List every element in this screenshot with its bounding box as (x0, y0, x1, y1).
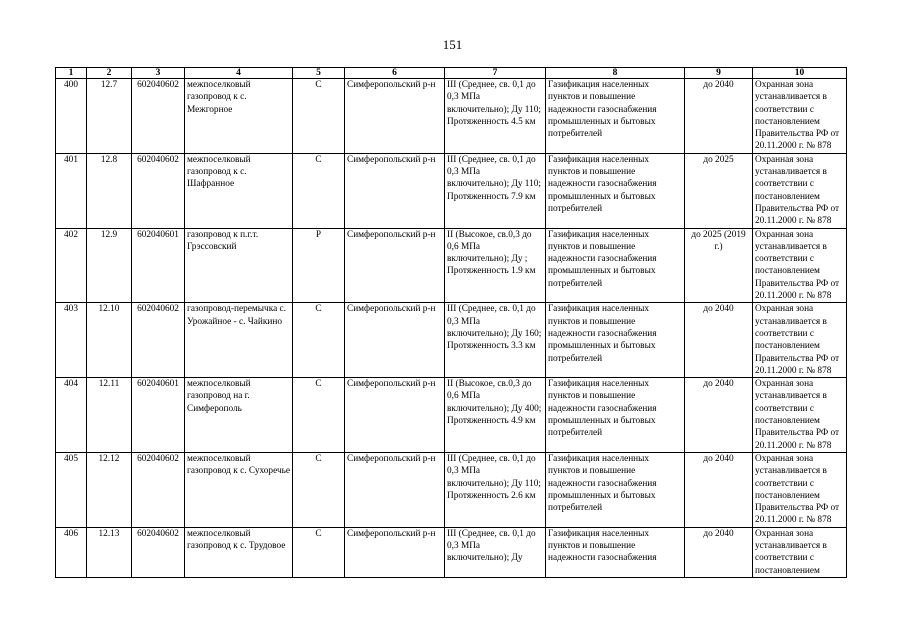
cell-num: 406 (56, 527, 87, 577)
col-header: 2 (87, 68, 132, 79)
cell-purpose: Газификация населенных пунктов и повышение надежности газоснабжения промышленных и бытовых потребителей (546, 79, 685, 154)
cell-purpose: Газификация населенных пунктов и повышение надежности газоснабжения промышленных и бытовых потребителей (546, 303, 685, 378)
cell-year: до 2040 (685, 452, 753, 527)
header-row (56, 68, 847, 79)
cell-params: III (Среднее, св. 0,1 до 0,3 МПа включительно); Ду (445, 527, 546, 577)
cell-zone: Охранная зона устанавливается в соответствии с постановлением Правительства РФ от 20.11.2000 г. № 878 (753, 452, 847, 527)
cell-params: III (Среднее, св. 0,1 до 0,3 МПа включительно); Ду 160; Протяженность 3.3 км (445, 303, 546, 378)
cell-category: С (293, 378, 345, 453)
cell-district: Симферопольский р-н (345, 378, 445, 453)
table-row (56, 527, 847, 577)
cell-zone: Охранная зона устанавливается в соответствии с постановлением Правительства РФ от 20.11.2000 г. № 878 (753, 228, 847, 303)
cell-name: межпоселковый газопровод к с. Сухоречье (185, 452, 293, 527)
cell-category: С (293, 452, 345, 527)
col-header: 1 (56, 68, 87, 79)
cell-year: до 2040 (685, 79, 753, 154)
cell-year: до 2025 (2019 г.) (685, 228, 753, 303)
cell-id: 602040602 (132, 303, 185, 378)
col-header: 8 (546, 68, 685, 79)
cell-year: до 2040 (685, 527, 753, 577)
cell-name: межпоселковый газопровод к с. Трудовое (185, 527, 293, 577)
col-header: 9 (685, 68, 753, 79)
cell-id: 602040601 (132, 378, 185, 453)
cell-purpose: Газификация населенных пунктов и повышение надежности газоснабжения промышленных и бытовых потребителей (546, 452, 685, 527)
cell-year: до 2025 (685, 153, 753, 228)
cell-district: Симферопольский р-н (345, 79, 445, 154)
table-row (56, 303, 847, 378)
cell-name: межпоселковый газопровод к с. Шафранное (185, 153, 293, 228)
cell-code: 12.8 (87, 153, 132, 228)
col-header: 5 (293, 68, 345, 79)
cell-params: III (Среднее, св. 0,1 до 0,3 МПа включительно); Ду 110; Протяженность 2.6 км (445, 452, 546, 527)
col-header: 7 (445, 68, 546, 79)
cell-category: С (293, 303, 345, 378)
cell-num: 402 (56, 228, 87, 303)
cell-district: Симферопольский р-н (345, 303, 445, 378)
cell-category: С (293, 79, 345, 154)
cell-purpose: Газификация населенных пунктов и повышение надежности газоснабжения промышленных и бытовых потребителей (546, 153, 685, 228)
table-row (56, 79, 847, 154)
cell-purpose: Газификация населенных пунктов и повышение надежности газоснабжения промышленных и бытовых потребителей (546, 378, 685, 453)
cell-id: 602040602 (132, 452, 185, 527)
cell-num: 401 (56, 153, 87, 228)
cell-year: до 2040 (685, 378, 753, 453)
table-row (56, 153, 847, 228)
cell-code: 12.12 (87, 452, 132, 527)
cell-num: 400 (56, 79, 87, 154)
cell-name: межпоселковый газопровод на г. Симферополь (185, 378, 293, 453)
cell-category: С (293, 153, 345, 228)
cell-code: 12.13 (87, 527, 132, 577)
cell-district: Симферопольский р-н (345, 452, 445, 527)
table-row (56, 452, 847, 527)
cell-purpose: Газификация населенных пунктов и повышение надежности газоснабжения промышленных и бытовых потребителей (546, 228, 685, 303)
cell-id: 602040602 (132, 79, 185, 154)
cell-zone: Охранная зона устанавливается в соответствии с постановлением (753, 527, 847, 577)
table-row (56, 228, 847, 303)
cell-year: до 2040 (685, 303, 753, 378)
cell-id: 602040602 (132, 153, 185, 228)
cell-zone: Охранная зона устанавливается в соответствии с постановлением Правительства РФ от 20.11.2000 г. № 878 (753, 303, 847, 378)
cell-purpose: Газификация населенных пунктов и повышение надежности газоснабжения (546, 527, 685, 577)
cell-district: Симферопольский р-н (345, 228, 445, 303)
cell-name: газопровод-перемычка с. Урожайное - с. Чайкино (185, 303, 293, 378)
col-header: 10 (753, 68, 847, 79)
cell-code: 12.10 (87, 303, 132, 378)
cell-num: 404 (56, 378, 87, 453)
cell-code: 12.9 (87, 228, 132, 303)
cell-id: 602040601 (132, 228, 185, 303)
cell-params: II (Высокое, св.0,3 до 0,6 МПа включительно); Ду 400; Протяженность 4.9 км (445, 378, 546, 453)
cell-params: III (Среднее, св. 0,1 до 0,3 МПа включительно); Ду 110; Протяженность 4.5 км (445, 79, 546, 154)
objects-table (55, 67, 847, 578)
cell-num: 405 (56, 452, 87, 527)
cell-params: II (Высокое, св.0,3 до 0,6 МПа включительно); Ду ; Протяженность 1.9 км (445, 228, 546, 303)
cell-name: газопровод к п.г.т. Грэссовский (185, 228, 293, 303)
col-header: 3 (132, 68, 185, 79)
col-header: 6 (345, 68, 445, 79)
cell-name: межпоселковый газопровод к с. Межгорное (185, 79, 293, 154)
cell-zone: Охранная зона устанавливается в соответствии с постановлением Правительства РФ от 20.11.2000 г. № 878 (753, 153, 847, 228)
page-number: 151 (442, 37, 463, 52)
cell-code: 12.11 (87, 378, 132, 453)
cell-category: С (293, 527, 345, 577)
cell-num: 403 (56, 303, 87, 378)
col-header: 4 (185, 68, 293, 79)
cell-district: Симферопольский р-н (345, 527, 445, 577)
cell-code: 12.7 (87, 79, 132, 154)
cell-category: Р (293, 228, 345, 303)
cell-params: III (Среднее, св. 0,1 до 0,3 МПа включительно); Ду 110; Протяженность 7.9 км (445, 153, 546, 228)
cell-id: 602040602 (132, 527, 185, 577)
cell-district: Симферопольский р-н (345, 153, 445, 228)
table-row (56, 378, 847, 453)
cell-zone: Охранная зона устанавливается в соответствии с постановлением Правительства РФ от 20.11.2000 г. № 878 (753, 79, 847, 154)
cell-zone: Охранная зона устанавливается в соответствии с постановлением Правительства РФ от 20.11.2000 г. № 878 (753, 378, 847, 453)
